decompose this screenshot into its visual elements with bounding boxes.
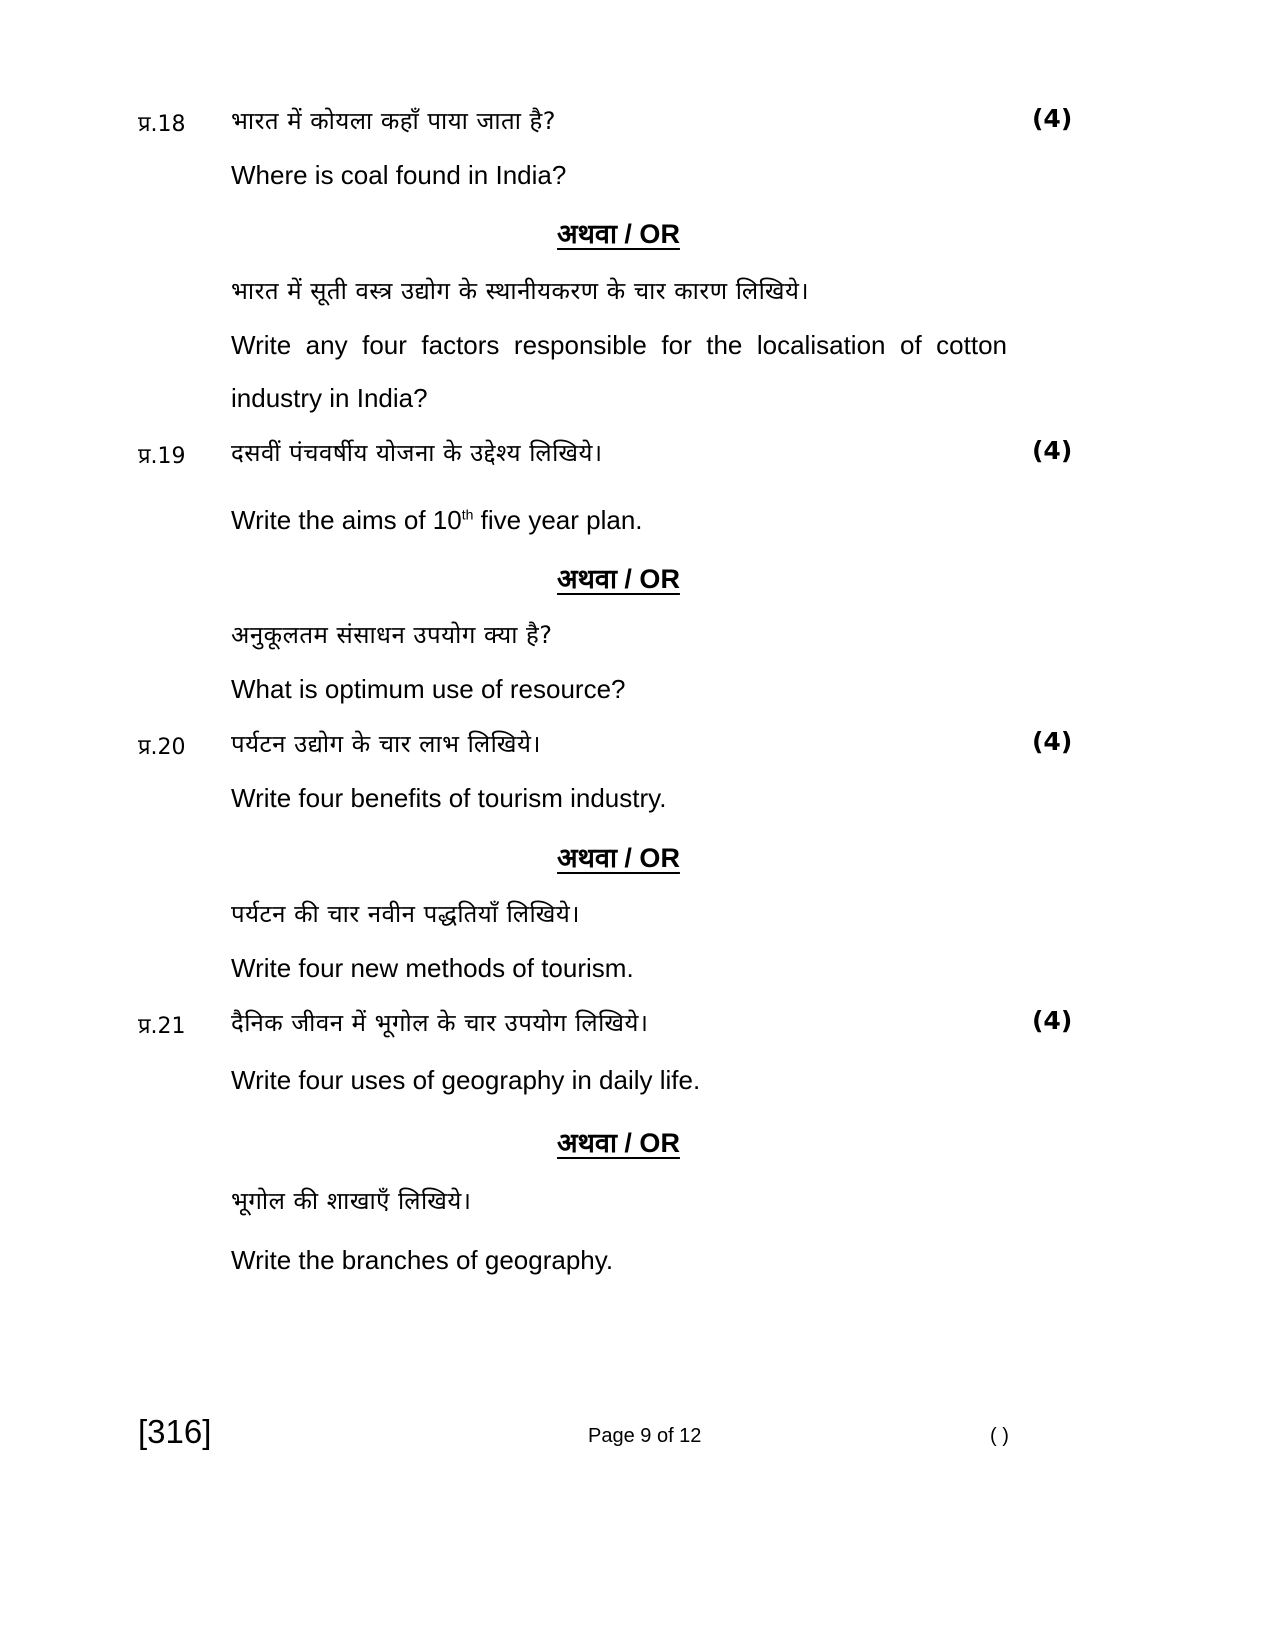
english-text-pre: Write the aims of 10 — [231, 505, 462, 535]
question-text-hindi: भारत में कोयला कहाँ पाया जाता है? — [231, 107, 557, 135]
alternative-text-english-line-1: Write any four factors responsible for the localisation of cotton — [231, 330, 1007, 360]
question-text-hindi: दसवीं पंचवर्षीय योजना के उद्देश्य लिखिये। — [231, 439, 603, 467]
question-marks: (4) — [1032, 436, 1073, 465]
or-separator: अथवा / OR — [557, 564, 680, 594]
alternative-text-hindi: पर्यटन की चार नवीन पद्धतियाँ लिखिये। — [231, 900, 580, 928]
alternative-text-hindi: भारत में सूती वस्त्र उद्योग के स्थानीयकरण के चार कारण लिखिये। — [231, 277, 810, 305]
paper-code: [316] — [138, 1413, 212, 1450]
question-text-english: Write four uses of geography in daily life. — [231, 1065, 701, 1095]
or-separator: अथवा / OR — [557, 843, 680, 873]
question-number: प्र.18 — [138, 112, 186, 137]
question-marks: (4) — [1032, 104, 1073, 133]
or-separator: अथवा / OR — [557, 219, 680, 249]
question-marks: (4) — [1032, 1006, 1073, 1035]
page-number: Page 9 of 12 — [588, 1425, 702, 1447]
question-number: प्र.20 — [138, 735, 186, 760]
question-text-english — [231, 505, 643, 536]
english-text-post: five year plan. — [473, 505, 643, 535]
question-text-english: Where is coal found in India? — [231, 160, 567, 190]
alternative-text-hindi: भूगोल की शाखाएँ लिखिये। — [231, 1187, 472, 1215]
question-text-hindi: दैनिक जीवन में भूगोल के चार उपयोग लिखिये। — [231, 1009, 649, 1037]
alternative-text-english: Write the branches of geography. — [231, 1245, 614, 1275]
alternative-text-english: Write four new methods of tourism. — [231, 953, 634, 983]
question-marks: (4) — [1032, 727, 1073, 756]
question-number: प्र.21 — [138, 1014, 186, 1039]
alternative-text-english-line-2: industry in India? — [231, 383, 428, 413]
ordinal-suffix: th — [461, 506, 474, 523]
question-text-english: Write four benefits of tourism industry. — [231, 783, 667, 813]
alternative-text-hindi: अनुकूलतम संसाधन उपयोग क्या है? — [231, 621, 553, 649]
question-number: प्र.19 — [138, 444, 186, 469]
footer-parentheses: ( ) — [990, 1425, 1009, 1447]
question-text-hindi: पर्यटन उद्योग के चार लाभ लिखिये। — [231, 730, 542, 758]
or-separator: अथवा / OR — [557, 1128, 680, 1158]
alternative-text-english: What is optimum use of resource? — [231, 674, 626, 704]
